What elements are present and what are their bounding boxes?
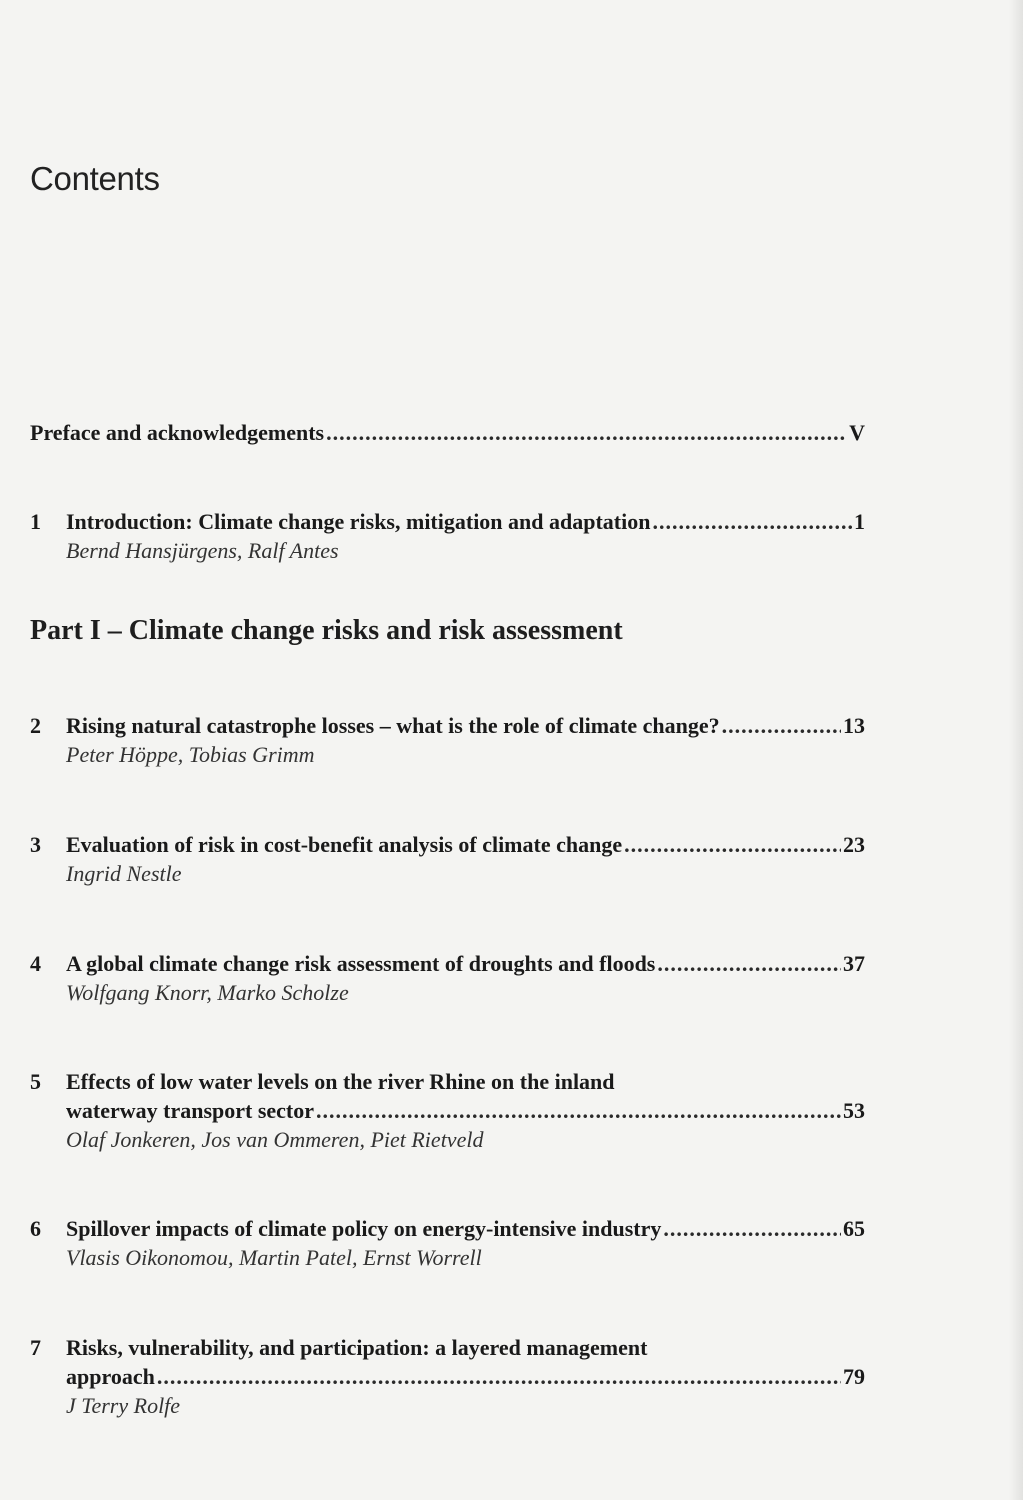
chapter-number: 2 [30,713,41,738]
chapter-number: 5 [30,1069,41,1094]
page-number: 13 [843,713,865,738]
chapter-number: 1 [30,509,41,534]
entry-title-line-1: Risks, vulnerability, and participation: a layered management [66,1335,648,1360]
entry-authors: Wolfgang Knorr, Marko Scholze [66,980,349,1005]
entry-title: Spillover impacts of climate policy on energy-intensive industry [66,1216,662,1241]
dot-leader [316,1096,841,1125]
page-number: 65 [843,1216,865,1241]
dot-leader [326,418,847,447]
entry-authors: Peter Höppe, Tobias Grimm [66,742,315,767]
chapter-number: 6 [30,1216,41,1241]
page-number: 37 [843,951,865,976]
entry-authors: Ingrid Nestle [66,861,182,886]
entry-title-line-2: waterway transport sector [66,1098,315,1123]
toc-entry-chapter-6[interactable] [30,1214,865,1272]
entry-title: Evaluation of risk in cost-benefit analysis of climate change [66,832,623,857]
dot-leader [663,1214,841,1243]
entry-title: Introduction: Climate change risks, mitigation and adaptation [66,509,651,534]
dot-leader [157,1362,841,1391]
chapter-number: 3 [30,832,41,857]
dot-leader [652,507,852,536]
page-title: Contents [30,160,160,197]
entry-title: Rising natural catastrophe losses – what is the role of climate change? [66,713,720,738]
toc-entry-chapter-1[interactable] [30,507,865,565]
toc-entry-chapter-7[interactable] [30,1333,865,1420]
toc-entry-preface[interactable] [30,418,865,447]
dot-leader [657,949,841,978]
part-heading: Part I – Climate change risks and risk assessment [30,615,623,646]
dot-leader [722,711,841,740]
chapter-number: 4 [30,951,41,976]
page-edge-shadow [1009,0,1023,1500]
entry-title-line-2: approach [66,1364,155,1389]
entry-authors: Bernd Hansjürgens, Ralf Antes [66,538,339,563]
chapter-number: 7 [30,1335,41,1360]
page-number: 53 [843,1098,865,1123]
toc-entry-chapter-4[interactable] [30,949,865,1007]
entry-title: A global climate change risk assessment of droughts and floods [66,951,656,976]
toc-entry-chapter-5[interactable] [30,1067,865,1154]
entry-title: Preface and acknowledgements [30,420,325,445]
page-number: V [849,420,865,445]
toc-entry-chapter-3[interactable] [30,830,865,888]
toc-entry-chapter-2[interactable] [30,711,865,769]
dot-leader [624,830,841,859]
page-number: 1 [854,509,865,534]
page-number: 79 [843,1364,865,1389]
entry-authors: J Terry Rolfe [66,1393,181,1418]
page-number: 23 [843,832,865,857]
entry-authors: Olaf Jonkeren, Jos van Ommeren, Piet Rietveld [66,1127,484,1152]
entry-authors: Vlasis Oikonomou, Martin Patel, Ernst Worrell [66,1245,482,1270]
entry-title-line-1: Effects of low water levels on the river Rhine on the inland [66,1069,615,1094]
